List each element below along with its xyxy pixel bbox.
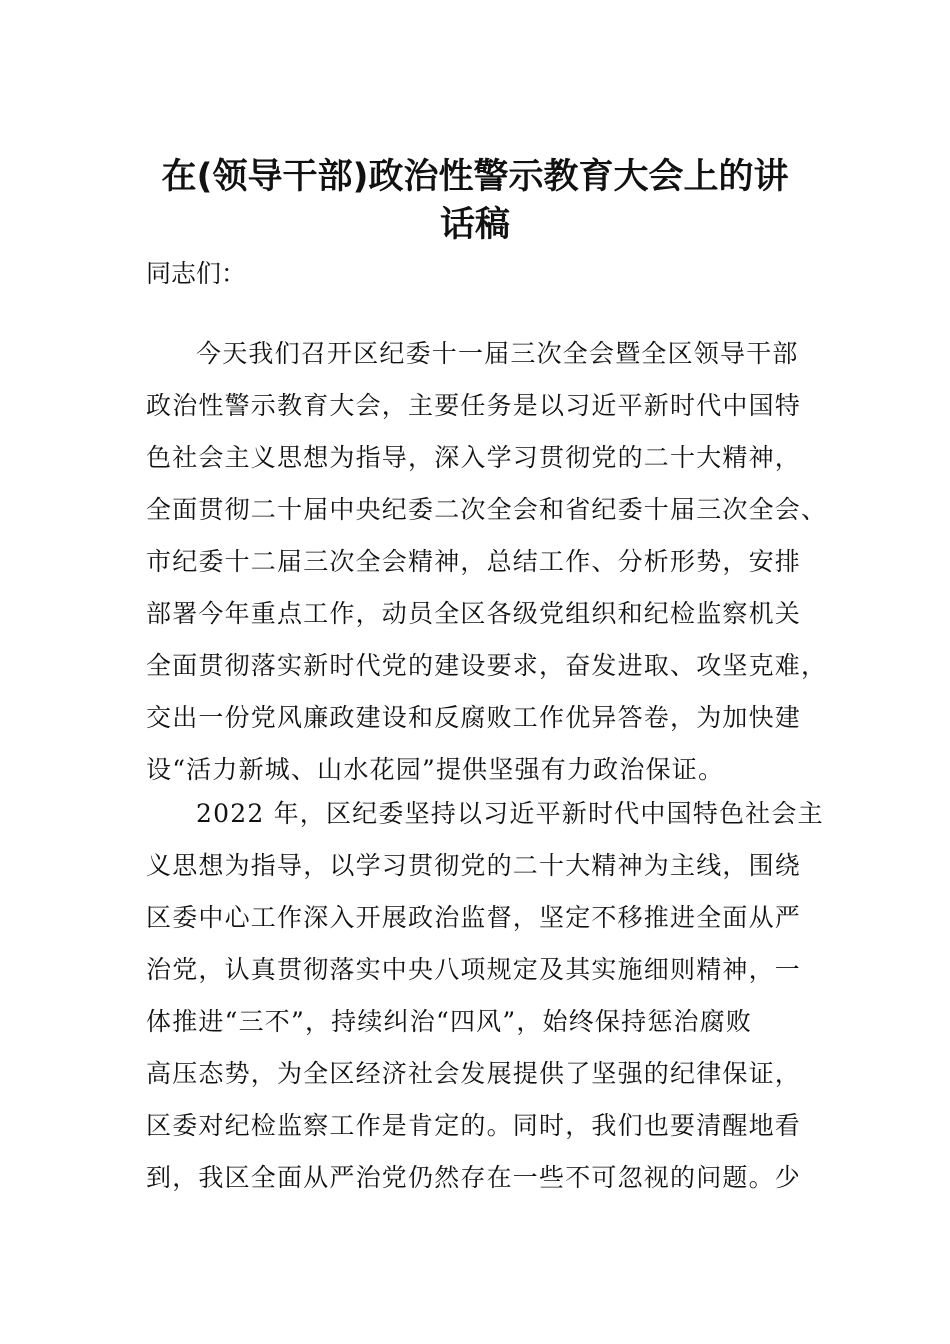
paragraph-line: 高压态势，为全区经济社会发展提供了坚强的纪律保证， (146, 1059, 802, 1088)
paragraph-line: 区委中心工作深入开展政治监督，坚定不移推进全面从严 (146, 903, 802, 932)
paragraph-line: 交出一份党风廉政建设和反腐败工作优异答卷，为加快建 (146, 703, 802, 732)
paragraph-line: 治党，认真贯彻落实中央八项规定及其实施细则精神，一 (146, 955, 802, 984)
paragraph-line: 市纪委十二届三次全会精神，总结工作、分析形势，安排 (146, 547, 802, 576)
paragraph-line: 全面贯彻落实新时代党的建设要求，奋发进取、攻坚克难， (146, 651, 828, 680)
paragraph-line: 全面贯彻二十届中央纪委二次全会和省纪委十届三次全会、 (146, 495, 828, 524)
paragraph-line: 部署今年重点工作，动员全区各级党组织和纪检监察机关 (146, 599, 802, 628)
document-title (120, 153, 830, 249)
paragraph-line: 设“活力新城、山水花园”提供坚强有力政治保证。 (146, 755, 725, 784)
title-line: 话稿 (439, 205, 510, 245)
paragraph-line: 义思想为指导，以学习贯彻党的二十大精神为主线，围绕 (146, 851, 802, 880)
paragraph-1 (146, 334, 828, 802)
paragraph-line: 2022 年，区纪委坚持以习近平新时代中国特色社会主 (196, 799, 824, 828)
paragraph-line: 到，我区全面从严治党仍然存在一些不可忽视的问题。少 (146, 1163, 802, 1192)
paragraph-line: 区委对纪检监察工作是肯定的。同时，我们也要清醒地看 (146, 1111, 802, 1140)
paragraph-line: 今天我们召开区纪委十一届三次全会暨全区领导干部 (196, 339, 799, 368)
paragraph-line: 色社会主义思想为指导，深入学习贯彻党的二十大精神， (146, 443, 802, 472)
title-line: 在(领导干部)政治性警示教育大会上的讲 (161, 157, 789, 197)
salutation: 同志们： (146, 259, 247, 288)
paragraph-line: 政治性警示教育大会，主要任务是以习近平新时代中国特 (146, 391, 802, 420)
paragraph-2 (146, 794, 824, 1210)
paragraph-line: 体推进“三不”，持续纠治“四风”，始终保持惩治腐败 (146, 1007, 753, 1036)
